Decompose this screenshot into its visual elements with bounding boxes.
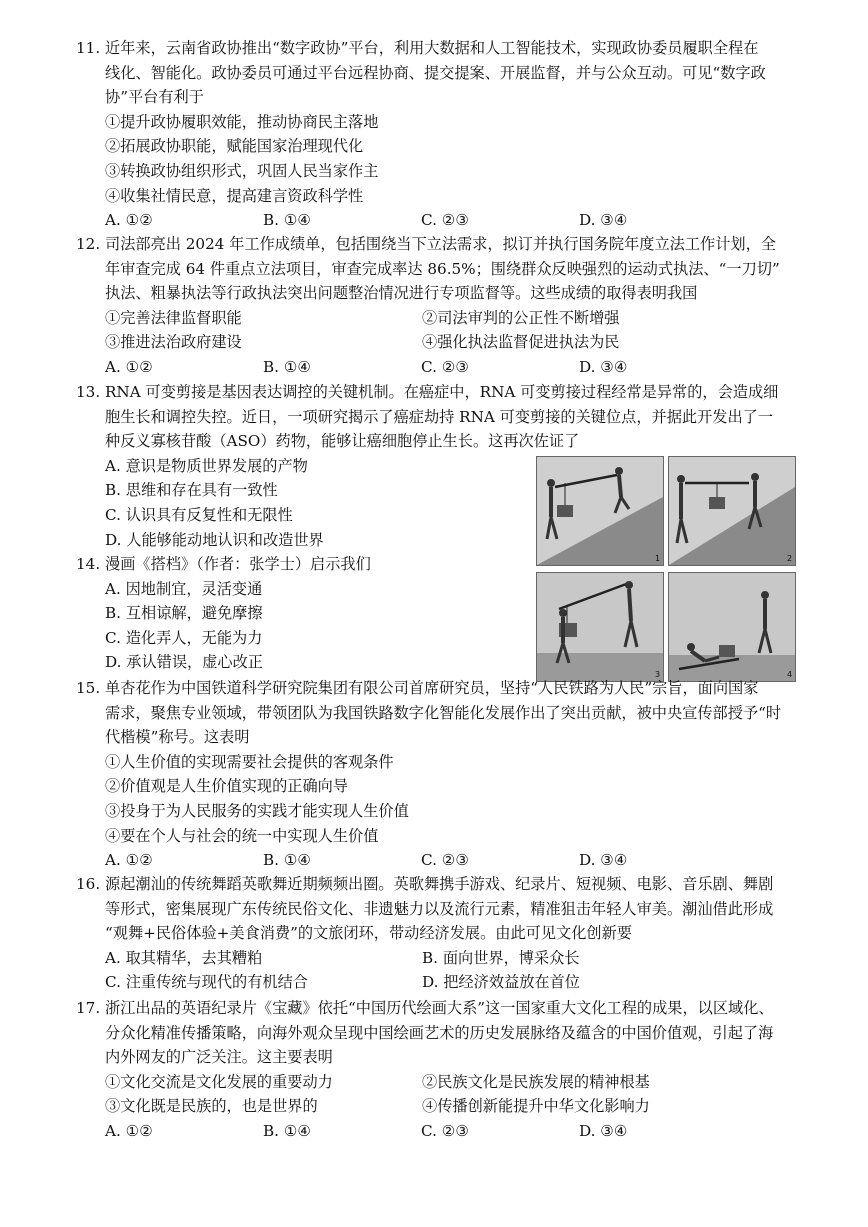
panel-4-illustration xyxy=(669,573,795,681)
panel-number: 4 xyxy=(787,670,793,679)
stem-line: 单杏花作为中国铁道科学研究院集团有限公司首席研究员，坚持“人民铁路为人民”宗旨，面向国家 xyxy=(105,679,759,697)
option-b[interactable]: B. ①④ xyxy=(263,211,312,230)
statement-3: ③文化既是民族的，也是世界的 xyxy=(105,1097,318,1116)
option-d[interactable]: D. ③④ xyxy=(579,1121,628,1140)
option-a[interactable]: A. 因地制宜，灵活变通 xyxy=(105,579,263,598)
comic-panel-2 xyxy=(668,456,796,566)
statement-row xyxy=(0,330,868,355)
option-c[interactable]: C. ②③ xyxy=(421,1121,469,1140)
question-stem xyxy=(0,36,868,110)
stem-line: 漫画《搭档》（作者：张学士）启示我们 xyxy=(105,555,371,573)
comic-panel-3 xyxy=(536,572,664,682)
stem-line: 分众化精准传播策略，向海外观众呈现中国绘画艺术的历史发展脉络及蕴含的中国价值观，引起了海 xyxy=(105,1023,774,1042)
option-a[interactable]: A. 取其精华，去其糟粕 xyxy=(105,948,263,967)
option-d[interactable]: D. ③④ xyxy=(579,211,628,230)
stem-line: 内外网友的广泛关注。这主要表明 xyxy=(105,1048,333,1067)
panel-1-illustration xyxy=(537,457,663,565)
question-number: 12. xyxy=(76,235,101,253)
stem-line: 等形式，密集展现广东传统民俗文化、非遗魅力以及流行元素，精准狙击年轻人审美。潮汕借此形成 xyxy=(105,899,774,918)
option-b[interactable]: B. ①④ xyxy=(263,1121,312,1140)
option-d[interactable]: D. 人能够能动地认识和改造世界 xyxy=(105,530,324,549)
statement-row xyxy=(0,306,868,331)
statement-1: ①人生价值的实现需要社会提供的客观条件 xyxy=(105,752,394,771)
question-number: 14. xyxy=(76,555,101,573)
comic-panel-1 xyxy=(536,456,664,566)
option-c[interactable]: C. ②③ xyxy=(421,211,469,230)
question-number: 17. xyxy=(76,999,101,1017)
stem-line: 种反义寡核苷酸（ASO）药物，能够让癌细胞停止生长。这再次佐证了 xyxy=(105,432,580,451)
option-b[interactable]: B. 面向世界，博采众长 xyxy=(422,948,580,967)
statement-1: ①提升政协履职效能，推动协商民主落地 xyxy=(105,112,379,131)
question-15 xyxy=(0,676,868,873)
question-17 xyxy=(0,996,868,1144)
option-d[interactable]: D. ③④ xyxy=(579,851,628,870)
statement-row xyxy=(0,1070,868,1095)
statement-4: ④强化执法监督促进执法为民 xyxy=(422,333,620,352)
stem-line: 协”平台有利于 xyxy=(105,88,204,107)
question-16 xyxy=(0,872,868,995)
stem-line: 代楷模”称号。这表明 xyxy=(105,728,250,747)
answer-options xyxy=(0,208,868,233)
question-number: 16. xyxy=(76,875,101,893)
comic-partners xyxy=(536,456,798,682)
question-stem xyxy=(0,232,868,306)
panel-2-illustration xyxy=(669,457,795,565)
question-stem xyxy=(0,676,868,750)
statement-1: ①完善法律监督职能 xyxy=(105,308,242,327)
option-b[interactable]: B. 思维和存在具有一致性 xyxy=(105,481,278,500)
option-d[interactable]: D. 把经济效益放在首位 xyxy=(422,973,580,992)
answer-options xyxy=(0,848,868,873)
option-c[interactable]: C. 注重传统与现代的有机结合 xyxy=(105,973,308,992)
option-d[interactable]: D. ③④ xyxy=(579,357,628,376)
option-c[interactable]: C. ②③ xyxy=(421,357,469,376)
question-number: 15. xyxy=(76,679,101,697)
option-a[interactable]: A. ①② xyxy=(105,851,153,870)
statement-2: ②拓展政协职能，赋能国家治理现代化 xyxy=(105,137,364,156)
stem-line: RNA 可变剪接是基因表达调控的关键机制。在癌症中，RNA 可变剪接过程经常是异常的，会造成细 xyxy=(105,383,779,401)
question-12 xyxy=(0,232,868,380)
statement-row xyxy=(0,1094,868,1119)
option-row xyxy=(0,970,868,995)
option-c[interactable]: C. ②③ xyxy=(421,851,469,870)
stem-line: 年审查完成 64 件重点立法项目，审查完成率达 86.5%；围绕群众反映强烈的运动式执法、“一刀切” xyxy=(105,259,780,278)
question-stem xyxy=(0,380,868,454)
question-number: 13. xyxy=(76,383,101,401)
stem-line: 源起潮汕的传统舞蹈英歌舞近期频频出圈。英歌舞携手游戏、纪录片、短视频、电影、音乐剧、舞剧 xyxy=(105,875,774,893)
option-c[interactable]: C. 造化弄人，无能为力 xyxy=(105,628,263,647)
question-11 xyxy=(0,36,868,233)
stem-line: 线化、智能化。政协委员可通过平台远程协商、提交提案、开展监督，并与公众互动。可见“数字政 xyxy=(105,63,766,82)
option-a[interactable]: A. ①② xyxy=(105,211,153,230)
option-b[interactable]: B. ①④ xyxy=(263,357,312,376)
option-a[interactable]: A. 意识是物质世界发展的产物 xyxy=(105,456,308,475)
panel-number: 3 xyxy=(655,670,661,679)
option-b[interactable]: B. 互相谅解，避免摩擦 xyxy=(105,604,263,623)
option-row xyxy=(0,946,868,971)
question-stem xyxy=(0,996,868,1070)
stem-line: 需求，聚焦专业领域，带领团队为我国铁路数字化智能化发展作出了突出贡献，被中央宣传部授予“时 xyxy=(105,703,782,722)
stem-line: “观舞+民俗体验+美食消费”的文旅闭环，带动经济发展。由此可见文化创新要 xyxy=(105,924,632,943)
statement-2: ②价值观是人生价值实现的正确向导 xyxy=(105,777,348,796)
statement-1: ①文化交流是文化发展的重要动力 xyxy=(105,1072,333,1091)
statement-4: ④收集社情民意，提高建言资政科学性 xyxy=(105,186,364,205)
option-d[interactable]: D. 承认错误，虚心改正 xyxy=(105,653,263,672)
answer-options xyxy=(0,355,868,380)
stem-line: 司法部亮出 2024 年工作成绩单，包括围绕当下立法需求，拟订并执行国务院年度立法工作计划，全 xyxy=(105,235,776,253)
option-c[interactable]: C. 认识具有反复性和无限性 xyxy=(105,505,293,524)
panel-number: 1 xyxy=(655,554,661,563)
statement-3: ③转换政协组织形式，巩固人民当家作主 xyxy=(105,161,379,180)
statement-4: ④传播创新能提升中华文化影响力 xyxy=(422,1097,650,1116)
stem-line: 浙江出品的英语纪录片《宝藏》依托“中国历代绘画大系”这一国家重大文化工程的成果，以区域化、 xyxy=(105,999,774,1017)
stem-line: 近年来，云南省政协推出“数字政协”平台，利用大数据和人工智能技术，实现政协委员履职全程在 xyxy=(105,39,759,57)
option-a[interactable]: A. ①② xyxy=(105,357,153,376)
statement-2: ②民族文化是民族发展的精神根基 xyxy=(422,1072,650,1091)
statement-2: ②司法审判的公正性不断增强 xyxy=(422,308,620,327)
option-b[interactable]: B. ①④ xyxy=(263,851,312,870)
panel-number: 2 xyxy=(787,554,793,563)
comic-panel-4 xyxy=(668,572,796,682)
stem-line: 执法、粗暴执法等行政执法突出问题整治情况进行专项监督等。这些成绩的取得表明我国 xyxy=(105,284,698,303)
statement-3: ③投身于为人民服务的实践才能实现人生价值 xyxy=(105,801,409,820)
option-a[interactable]: A. ①② xyxy=(105,1121,153,1140)
question-stem xyxy=(0,872,868,946)
panel-3-illustration xyxy=(537,573,663,681)
statement-3: ③推进法治政府建设 xyxy=(105,333,242,352)
statement-4: ④要在个人与社会的统一中实现人生价值 xyxy=(105,826,379,845)
stem-line: 胞生长和调控失控。近日，一项研究揭示了癌症劫持 RNA 可变剪接的关键位点，并据此开发出了一 xyxy=(105,407,774,426)
answer-options xyxy=(0,1119,868,1144)
question-number: 11. xyxy=(76,39,101,57)
